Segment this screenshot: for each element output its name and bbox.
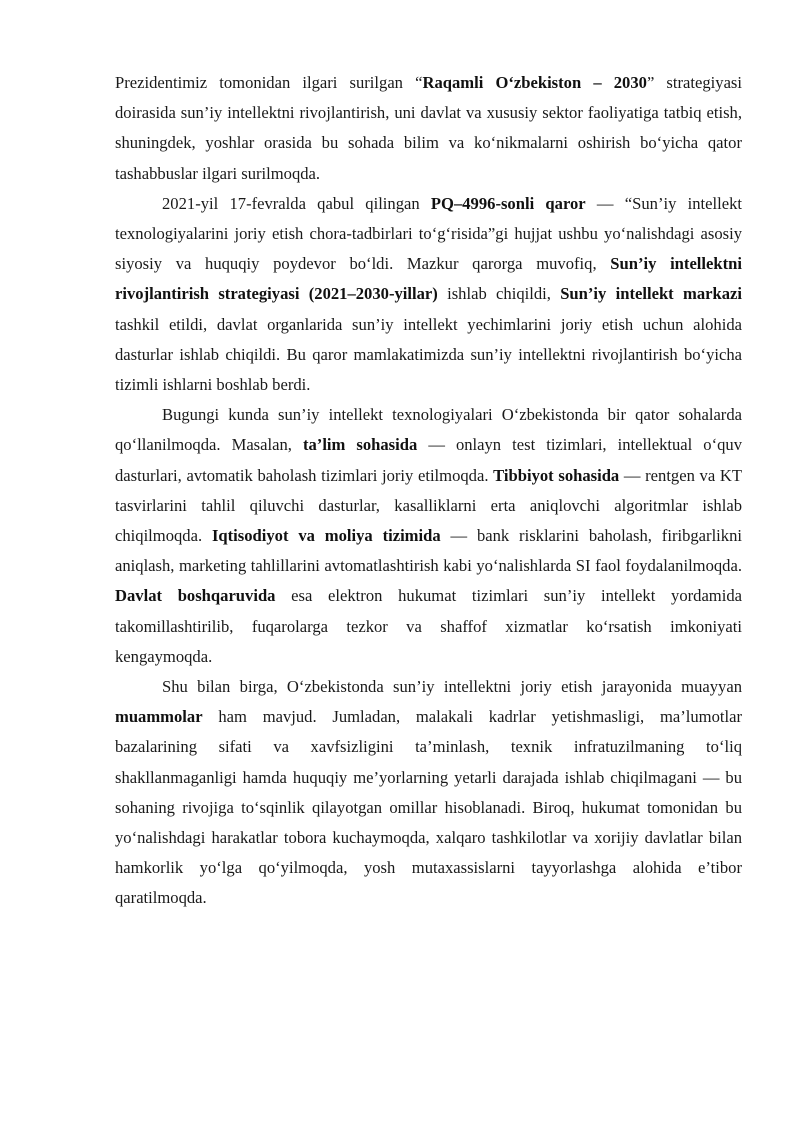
paragraph-decree bbox=[115, 189, 742, 400]
paragraph-text: ham mavjud. Jumladan, malakali kadrlar yetishmasligi, ma’lumotlar bazalarining sifati va xavfsizligini ta’minlash, texnik infratuzilmaning to‘liq shakllanmaganligi hamda huquqiy me’yorlarning yetarli darajada ishlab chiqilmagani — bu sohaning rivojiga to‘sqinlik qilayotgan omillar hisoblanadi. Biroq, hukumat tomonidan bu yo‘nalishdagi harakatlar tobora kuchaymoqda, xalqaro tashkilotlar va xorijiy davlatlar bilan hamkorlik yo‘lga qo‘yilmoqda, yosh mutaxassislarni tayyorlashga alohida e’tibor qaratilmoqda. bbox=[115, 707, 742, 908]
bold-term: Sun’iy intellektni rivojlantirish strategiyasi (2021–2030-yillar) bbox=[115, 254, 742, 304]
paragraph-intro bbox=[115, 68, 742, 189]
bold-term: ta’lim sohasida bbox=[302, 435, 418, 455]
paragraph-text: ishlab chiqildi, bbox=[437, 284, 561, 304]
paragraph-applications bbox=[115, 400, 742, 672]
paragraph-problems bbox=[115, 672, 742, 914]
paragraph-text: — “Sun’iy intellekt texnologiyalarini joriy etish chora-tadbirlari to‘g‘risida”gi hujjat ushbu yo‘nalishdagi asosiy siyosiy va huquqiy poydevor bo‘ldi. Mazkur qarorga muvofiq, bbox=[115, 193, 742, 274]
paragraph-text: — bank risklarini baholash, firibgarlikni aniqlash, marketing tahlillarini avtomatlashtirish kabi yo‘nalishlarda SI faol foydalanilmoqda. bbox=[115, 526, 742, 576]
bold-term: Iqtisodiyot va moliya tizimida bbox=[211, 526, 441, 546]
paragraph-text: Prezidentimiz tomonidan ilgari surilgan “ bbox=[115, 73, 423, 92]
paragraph-text: esa elektron hukumat tizimlari sun’iy intellekt yordamida takomillashtirilib, fuqarolarga tezkor va shaffof xizmatlar ko‘rsatish imkoniyati kengaymoqda. bbox=[115, 586, 742, 666]
paragraph-text: 2021-yil 17-fevralda qabul qilingan bbox=[162, 193, 431, 213]
document-page bbox=[115, 68, 742, 914]
bold-term: Tibbiyot sohasida bbox=[493, 465, 620, 485]
paragraph-text: — rentgen va KT tasvirlarini tahlil qiluvchi dasturlar, kasalliklarni erta aniqlovchi algoritmlar ishlab chiqilmoqda. bbox=[115, 465, 742, 546]
paragraph-text: Bugungi kunda sun’iy intellekt texnologiyalari O‘zbekistonda bir qator sohalarda qo‘llanilmoqda. Masalan, bbox=[115, 405, 742, 455]
bold-term: muammolar bbox=[115, 707, 203, 727]
bold-term: Davlat boshqaruvida bbox=[115, 586, 276, 606]
bold-term: Raqamli O‘zbekiston – 2030 bbox=[422, 73, 647, 92]
bold-term: PQ–4996-sonli qaror bbox=[430, 193, 586, 213]
paragraph-text: — onlayn test tizimlari, intellektual o‘quv dasturlari, avtomatik baholash tizimlari joriy etilmoqda. bbox=[115, 435, 742, 485]
bold-term: Sun’iy intellekt markazi bbox=[560, 284, 742, 304]
paragraph-text: Shu bilan birga, O‘zbekistonda sun’iy intellektni joriy etish jarayonida muayyan bbox=[162, 677, 742, 697]
paragraph-text: tashkil etildi, davlat organlarida sun’iy intellekt yechimlarini joriy etish uchun alohida dasturlar ishlab chiqildi. Bu qaror mamlakatimizda sun’iy intellektni rivojlantirish bo‘yicha tizimli ishlarni boshlab berdi. bbox=[115, 314, 742, 395]
paragraph-text: ” strategiyasi doirasida sun’iy intellektni rivojlantirish, uni davlat va xususiy sektor faoliyatiga tatbiq etish, shuningdek, yoshlar orasida bu sohada bilim va ko‘nikmalarni oshirish bo‘yicha qator tashabbuslar ilgari surilmoqda. bbox=[115, 73, 742, 183]
